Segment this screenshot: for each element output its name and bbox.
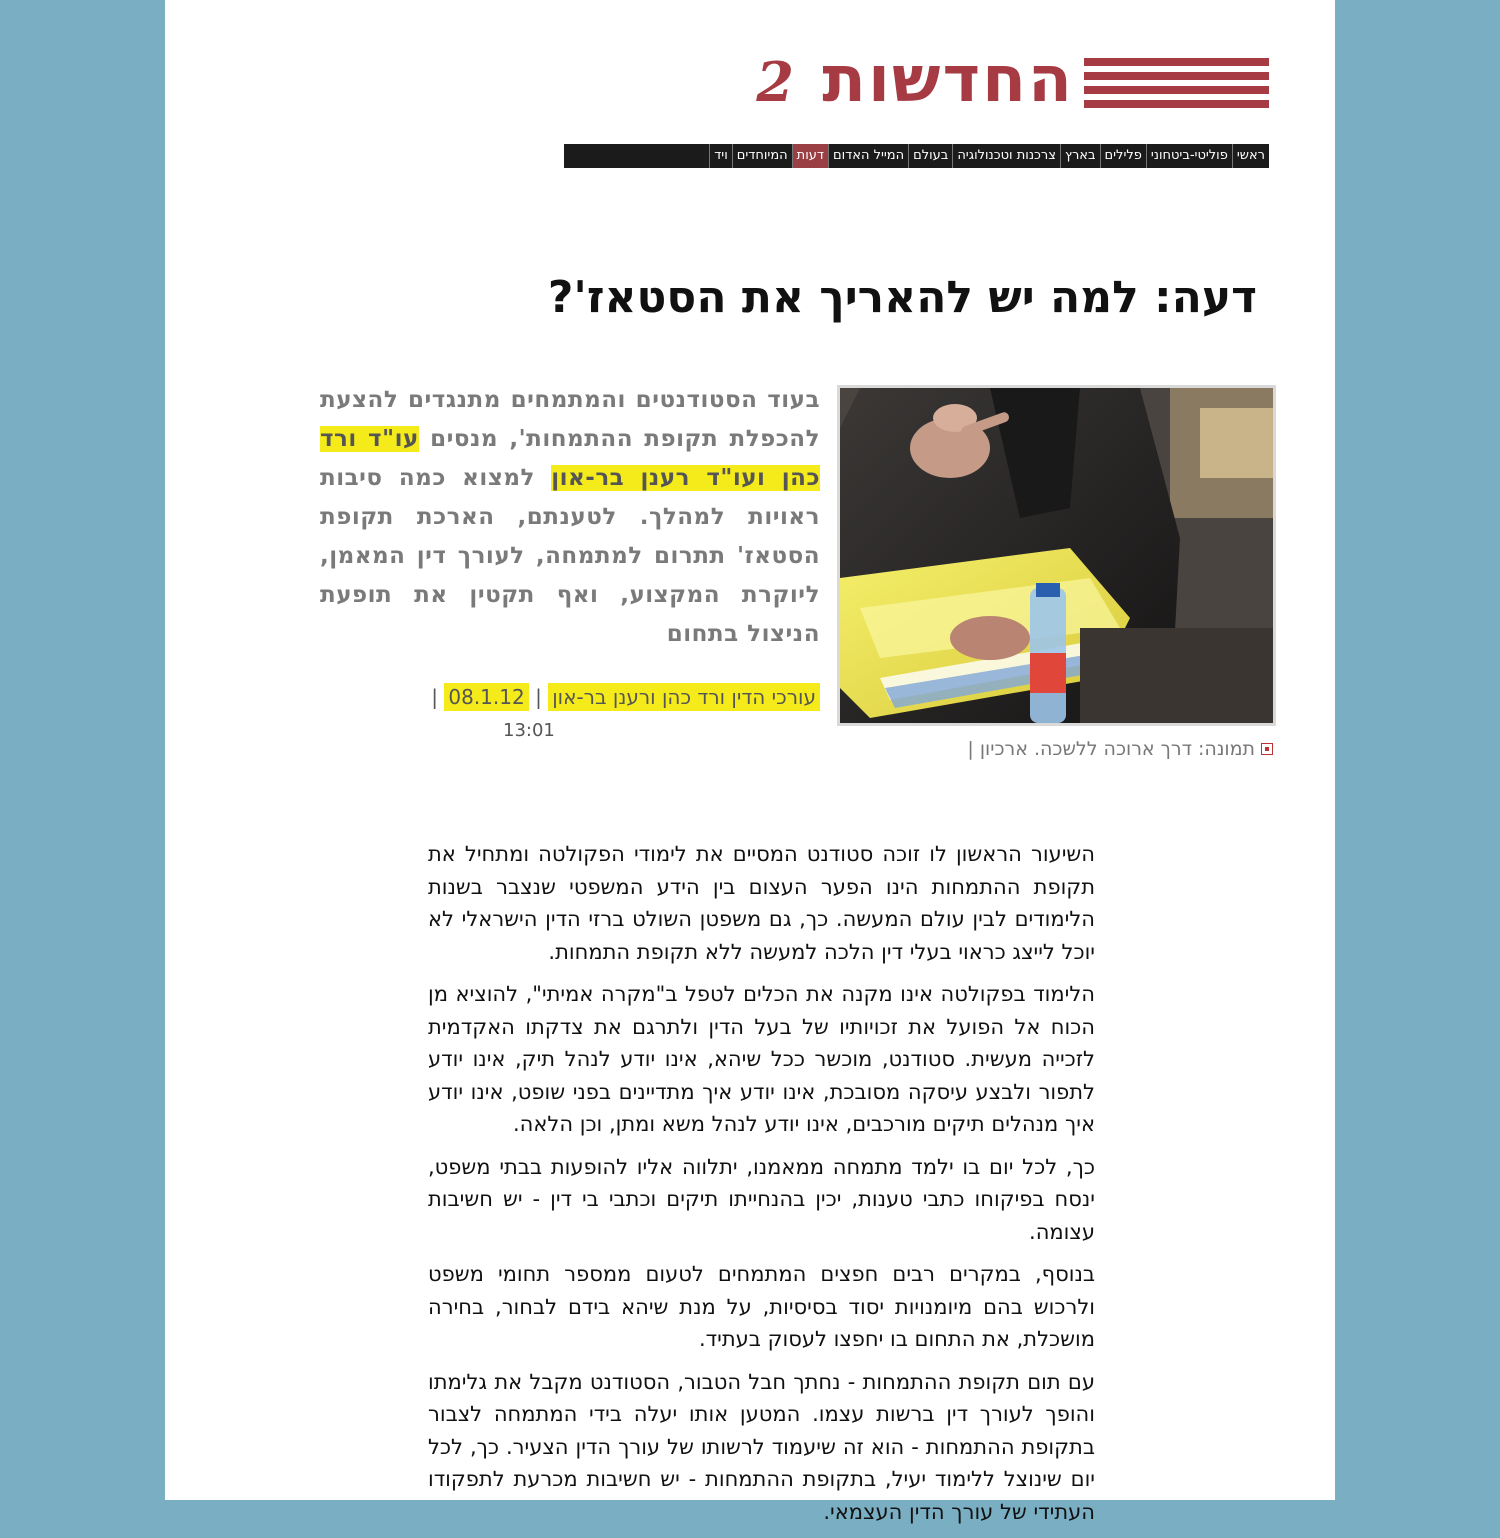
newspaper-page — [165, 0, 1335, 1524]
body-paragraph: כך, לכל יום בו ילמד מתמחה ממאמנו, יתלווה אליו להופעות בבתי משפט, ינסח בפיקוחו כתבי טענות, יכין בהנחייתו תיקים וכתבי בי דין - יש חשיבות עצומה. — [428, 1154, 1095, 1244]
nav-item[interactable]: ראשי — [1232, 144, 1269, 168]
byline-date: 08.1.12 — [444, 683, 528, 711]
byline-separator: | — [535, 685, 542, 709]
byline-authors[interactable]: עורכי הדין ורד כהן ורענן בר-און — [548, 683, 820, 711]
logo-channel-number: 2 — [756, 50, 794, 114]
lead-highlight-authors: עו"ד ורד כהן ועו"ד רענן בר-און — [320, 426, 821, 491]
article-title: דעה: למה יש להאריך את הסטאז'? — [547, 272, 1257, 323]
byline-separator-end: | — [431, 685, 439, 709]
body-paragraph: הלימוד בפקולטה אינו מקנה את הכלים לטפל ב"מקרה אמיתי", להוציא מן הכוח אל הפועל את זכויותיו של בעל הדין ולתרגם את צדקתו האקדמית לזכייה מעשית. סטודנט, מוכשר ככל שיהא, אינו יודע לנהל תיק, אינו יודע לתפור ולבצע עיסקה מסובכת, אינו יודע איך מתדיינים בפני שופט, אינו יודע איך מנהלים תיקים מורכבים, אינו יודע לנהל משא ומתן, וכן הלאה. — [428, 982, 1095, 1136]
body-paragraph: עם תום תקופת ההתמחות - נחתך חבל הטבור, הסטודנט מקבל את גלימתו והופך לעורך דין ברשות עצמו. המטען אותו יעלה בידי המתמחה לצבור בתקופת ההתמחות - הוא זה שיעמוד לרשותו של עורך הדין הצעיר. כך, לכל יום שינוצל ללימוד יעיל, בתקופת ההתמחות - יש חשיבות מכרעת לתפקודו העתידי של עורך הדין העצמאי. — [428, 1369, 1095, 1524]
nav-item[interactable]: דעות — [792, 144, 828, 168]
body-paragraph: בנוסף, במקרים רבים חפצים המתמחים לטעום ממספר תחומי משפט ולרכוש בהם מיומנויות יסוד בסיסיות, על מנת שיהא בידם לבחור, בחירה מושכלת, את התחום בו יחפצו לעסוק בעתיד. — [428, 1262, 1095, 1351]
nav-item[interactable]: בארץ — [1060, 144, 1100, 168]
byline-time: 13:01 — [503, 720, 555, 741]
article-lead — [320, 381, 820, 654]
body-paragraph: השיעור הראשון לו זוכה סטודנט המסיים את לימודי הפקולטה ומתחיל את תקופת ההתמחות הינו הפער העצום בין הידע המשפטי שנצבר בשנות הלימודים לבין עולם המעשה. כך, גם משפטן השולט ברזי הדין הישראלי לא יוכל לייצג כראוי בעלי דין הלכה למעשה ללא תקופת התמחות. — [428, 842, 1095, 964]
caption-bullet-icon — [1261, 743, 1273, 755]
logo-stripes — [1084, 58, 1269, 108]
nav-item[interactable]: פלילים — [1100, 144, 1146, 168]
nav-item[interactable]: צרכנות וטכנולוגיה — [952, 144, 1060, 168]
photo-lawyer-with-folders — [840, 388, 1273, 723]
photo-caption — [967, 738, 1273, 760]
nav-item[interactable]: בעולם — [908, 144, 952, 168]
article-photo[interactable] — [837, 385, 1276, 726]
article-body — [428, 838, 1095, 1538]
nav-item[interactable]: המייל האדום — [828, 144, 908, 168]
nav-item[interactable]: המיוחדים — [732, 144, 792, 168]
nav-item[interactable]: פוליטי-ביטחוני — [1146, 144, 1232, 168]
article-byline — [300, 680, 820, 714]
lead-text-end: למצוא כמה סיבות ראויות למהלך. לטענתם, הארכת תקופת הסטאז' תתרום למתמחה, לעורך דין המאמן, ליוקרת המקצוע, ואף תקטין את תופעת הניצול בתחום — [320, 465, 820, 647]
caption-text: תמונה: דרך ארוכה ללשכה. ארכיון | — [967, 738, 1255, 760]
nav-item[interactable]: ויד — [709, 144, 732, 168]
logo-wordmark: החדשות — [822, 43, 1074, 117]
main-navigation — [564, 144, 1269, 168]
lead-text-start: בעוד הסטודנטים והמתמחים מתנגדים להצעת להכפלת תקופת ההתמחות', מנסים — [320, 387, 820, 452]
site-logo[interactable] — [749, 43, 1269, 117]
